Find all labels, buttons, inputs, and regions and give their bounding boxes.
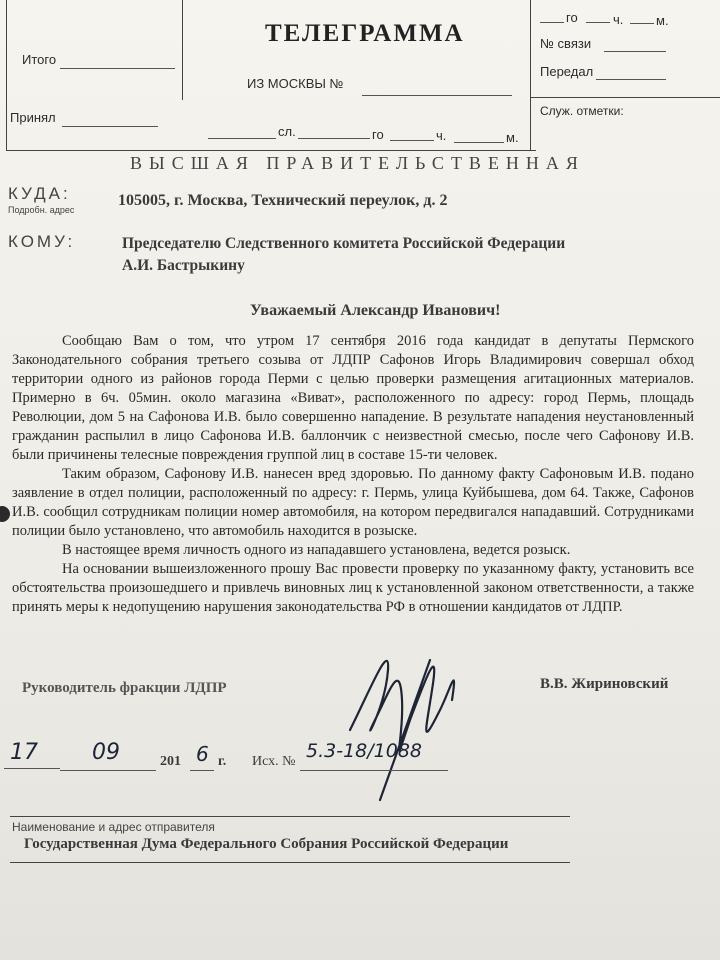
letter-body bbox=[12, 332, 694, 617]
received-label: Принял bbox=[10, 110, 56, 125]
total-label: Итого bbox=[22, 52, 57, 67]
from-number-line bbox=[362, 95, 512, 96]
sender-bottom-line bbox=[10, 862, 570, 863]
salutation: Уважаемый Александр Иванович! bbox=[250, 302, 501, 319]
punch-hole bbox=[0, 506, 10, 522]
where-sublabel: Подробн. адрес bbox=[8, 205, 75, 215]
page-title: ТЕЛЕГРАММА bbox=[265, 20, 465, 47]
total-line bbox=[60, 68, 175, 69]
ref-line bbox=[300, 770, 448, 771]
sent-line bbox=[596, 79, 666, 80]
right-ch-label: ч. bbox=[613, 12, 624, 27]
sl-line bbox=[208, 138, 276, 139]
ref-label: Исх. № bbox=[252, 754, 296, 769]
go-line bbox=[298, 138, 370, 139]
ref-number: 5.3-18/1088 bbox=[306, 740, 423, 762]
date-year-digit: 6 bbox=[196, 742, 209, 766]
left-border bbox=[6, 0, 7, 150]
whom-line-1: Председателю Следственного комитета Российской Федерации bbox=[122, 235, 566, 252]
left-divider bbox=[182, 0, 183, 100]
m-label: м. bbox=[506, 130, 519, 145]
where-value: 105005, г. Москва, Технический переулок, д. 2 bbox=[118, 192, 448, 209]
ch-line bbox=[390, 140, 434, 141]
paragraph: Таким образом, Сафонову И.В. нанесен вред здоровью. По данному факту Сафоновым И.В. подано заявление в отдел полиции, расположенный по адресу: г. Пермь, улица Куйбышева, дом 64. Также, Сафонов И.В. сообщил сотрудникам полиции номер автомобиля, на котором передвигался нападавший. Сотрудниками полиции было установлено, что автомобиль находится в розыске. bbox=[12, 466, 694, 539]
received-line bbox=[62, 126, 158, 127]
sender-label: Наименование и адрес отправителя bbox=[12, 820, 215, 834]
date-day-line bbox=[4, 768, 60, 769]
right-m-line bbox=[630, 23, 654, 24]
signer-position: Руководитель фракции ЛДПР bbox=[22, 680, 227, 696]
service-marks-label: Служ. отметки: bbox=[540, 104, 624, 118]
telegram-header bbox=[0, 0, 720, 160]
paragraph: В настоящее время личность одного из нападавшего установлена, ведется розыск. bbox=[62, 542, 571, 558]
date-year-suffix: г. bbox=[218, 754, 227, 769]
date-year-line bbox=[190, 770, 214, 771]
where-label: КУДА: bbox=[8, 184, 71, 203]
signer-name: В.В. Жириновский bbox=[540, 676, 669, 692]
header-bottom-line bbox=[6, 150, 536, 151]
m-line bbox=[454, 142, 504, 143]
right-divider bbox=[530, 0, 531, 150]
right-box-line bbox=[530, 97, 720, 98]
date-day: 17 bbox=[10, 740, 38, 765]
sender-value: Государственная Дума Федерального Собрания Российской Федерации bbox=[24, 836, 509, 852]
connection-line bbox=[604, 51, 666, 52]
sender-top-line bbox=[10, 816, 570, 817]
date-month: 09 bbox=[92, 740, 120, 765]
sent-label: Передал bbox=[540, 64, 594, 79]
right-go-label: го bbox=[566, 10, 578, 25]
handwritten-signature bbox=[330, 600, 470, 820]
paragraph: На основании вышеизложенного прошу Вас провести проверку по указанному факту, установить все обстоятельства произошедшего и привлечь виновных лиц к установленной законом ответственности, а также принять меры к недопущению нарушения законодательства РФ в отношении кандидатов от ЛДПР. bbox=[12, 561, 694, 615]
ch-label: ч. bbox=[436, 128, 447, 143]
right-go-line bbox=[540, 22, 564, 23]
go-label: го bbox=[372, 127, 384, 142]
sl-label: сл. bbox=[278, 124, 296, 139]
connection-label: № связи bbox=[540, 36, 592, 51]
right-ch-line bbox=[586, 22, 610, 23]
date-month-line bbox=[60, 770, 156, 771]
whom-label: КОМУ: bbox=[8, 232, 76, 251]
telegram-category: ВЫСШАЯ ПРАВИТЕЛЬСТВЕННАЯ bbox=[130, 153, 585, 173]
date-year-prefix: 201 bbox=[160, 754, 181, 769]
paragraph: Сообщаю Вам о том, что утром 17 сентября 2016 года кандидат в депутаты Пермского Законодательного собрания третьего созыва от ЛДПР Сафонов Игорь Владимирович совершал обход территории одного из районов города Перми с целью проверки размещения агитационных материалов. Примерно в 6ч. 05мин. около магазина «Виват», расположенного по адресу: город Пермь, площадь Революции, дом 5 на Сафонова И.В. было совершенно нападение. В результате нападения неустановленный гражданин распылил в лицо Сафонова И.В. баллончик с неизвестной смесью, после чего Сафонову И.В. были причинены телесные повреждения группой лиц в составе 15-ти человек. bbox=[12, 333, 694, 463]
whom-line-2: А.И. Бастрыкину bbox=[122, 257, 245, 274]
right-m-label: м. bbox=[656, 13, 669, 28]
from-label: ИЗ МОСКВЫ № bbox=[247, 76, 344, 91]
